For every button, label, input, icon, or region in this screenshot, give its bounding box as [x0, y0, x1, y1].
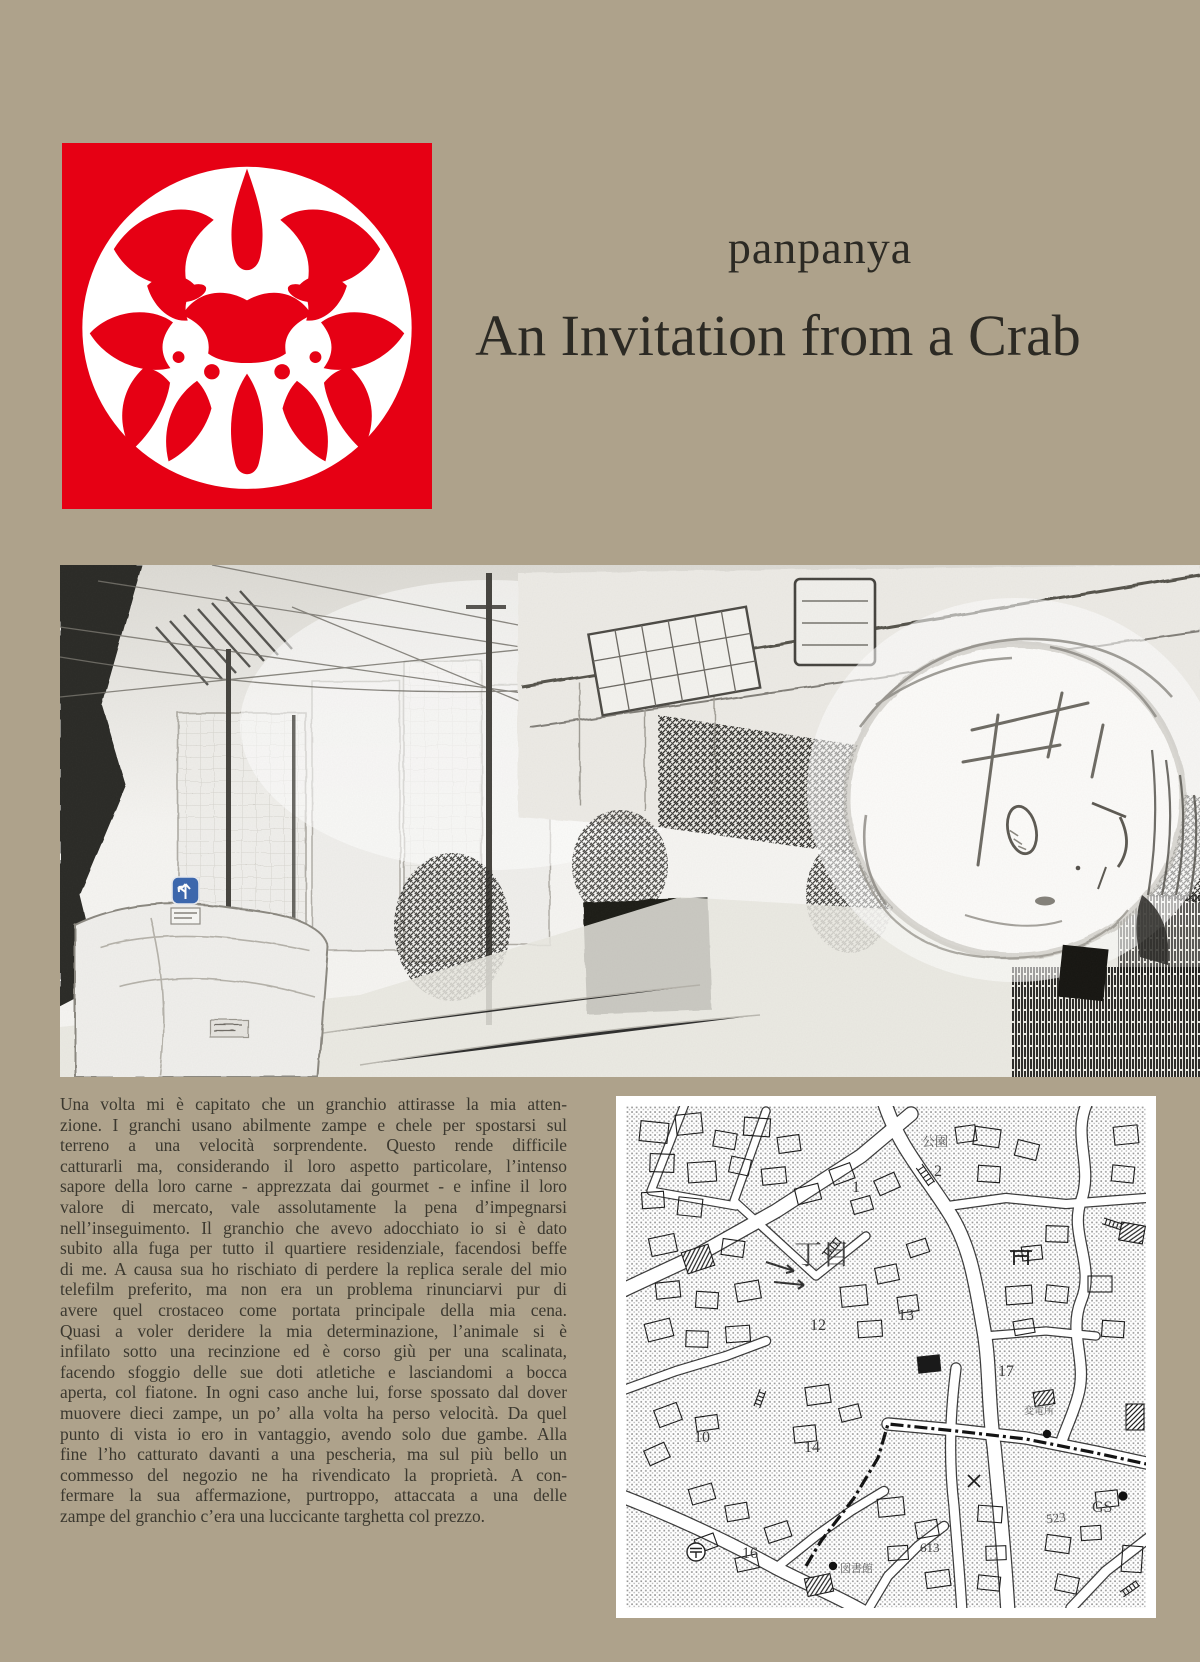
map-label-block-16: 16 — [742, 1545, 758, 1562]
essay-line: avere quel crostaceo come portata principale della mia cena. — [60, 1299, 567, 1320]
essay-line: nell’inseguimento. Il granchio che avevo adocchiato io si è dato — [60, 1217, 567, 1238]
poi-dot-icon — [1043, 1430, 1051, 1438]
essay-line: muovere dieci zampe, un po’ alla volta ha perso velocità. Da quel — [60, 1402, 567, 1423]
map-svg — [626, 1106, 1146, 1608]
map-label-block-12: 12 — [810, 1317, 826, 1334]
essay-paragraph — [60, 1094, 567, 1526]
essay-line: di me. A causa sua ho rischiato di perdere la replica serale del mio — [60, 1258, 567, 1279]
map-label-block-13: 13 — [898, 1307, 914, 1324]
alley-sketch-svg — [60, 565, 1200, 1077]
map-label-block-17: 17 — [998, 1363, 1014, 1380]
essay-line: infilato sotto una recinzione ed è corso giù per una scalinata, — [60, 1341, 567, 1362]
poi-dot-icon — [1118, 1491, 1127, 1500]
essay-line: telefilm preferito, ma non era un problema rinunciarvi pur di — [60, 1279, 567, 1300]
essay-line: subito alla fuga per tutto il quartiere residenziale, facendosi beffe — [60, 1238, 567, 1259]
map-label-block-10: 10 — [694, 1429, 710, 1446]
essay-line: zampe del granchio c’era una luccicante targhetta col prezzo. — [60, 1505, 486, 1526]
essay-line: fine l’ho catturato davanti a una pescheria, ma sul più bello un — [60, 1444, 567, 1465]
publisher-crest-logo — [62, 143, 432, 509]
essay-line: terreno a una velocità sorprendente. Questo rende difficile — [60, 1135, 567, 1156]
map-label-park-block: 2 — [934, 1163, 942, 1180]
essay-line: punto di vista io ero in vantaggio, avendo solo due gambe. Alla — [60, 1423, 567, 1444]
map-label-park: 公園 — [922, 1134, 949, 1149]
poi-dot-icon — [829, 1562, 837, 1570]
essay-line: sapore della loro carne - apprezzata dai gourmet - e infine il loro — [60, 1176, 567, 1197]
map-label-613: 613 — [920, 1540, 940, 1555]
map-label-block-1: 1 — [852, 1179, 860, 1196]
neighborhood-map — [616, 1096, 1156, 1618]
map-label-block-14: 14 — [804, 1439, 820, 1456]
essay-line: zione. I granchi usano abilmente zampe e chele per spostarsi sul — [60, 1114, 567, 1135]
essay-line: commesso del negozio ne ha rivendicato la proprietà. A con- — [60, 1464, 567, 1485]
map-label-library: 図書館 — [840, 1563, 873, 1575]
map-label-gs: GS — [1092, 1499, 1113, 1516]
essay-line: catturarli ma, considerando il loro aspetto particolare, l’intenso — [60, 1155, 567, 1176]
essay-line: fermare la sua affermazione, purtroppo, attaccata a una delle — [60, 1485, 567, 1506]
essay-line: facendo sfoggio delle sue doti atletiche e lasciandomi a bocca — [60, 1361, 567, 1382]
author-name: panpanya — [727, 222, 913, 273]
book-title: An Invitation from a Crab — [475, 303, 1081, 368]
alley-sketch-illustration — [60, 565, 1200, 1077]
essay-line: Una volta mi è capitato che un granchio attirasse la mia atten- — [60, 1094, 567, 1114]
pencil-grain — [60, 565, 1200, 1077]
essay-line: aperta, col fiatone. In ogni caso anche lui, forse spossato dal dover — [60, 1382, 567, 1403]
essay-line: valore di mercato, vale assolutamente la pena d’impegnarsi — [60, 1196, 567, 1217]
map-label-chome: 丁目 — [794, 1240, 851, 1271]
map-label-substation: 変電所 — [1024, 1406, 1054, 1417]
essay-line: Quasi a voler deridere la mia determinazione, l’animale si è — [60, 1320, 567, 1341]
crest-icon — [62, 143, 432, 509]
post-office-circle-icon — [687, 1543, 705, 1561]
map-label-523: 523 — [1045, 1509, 1067, 1527]
